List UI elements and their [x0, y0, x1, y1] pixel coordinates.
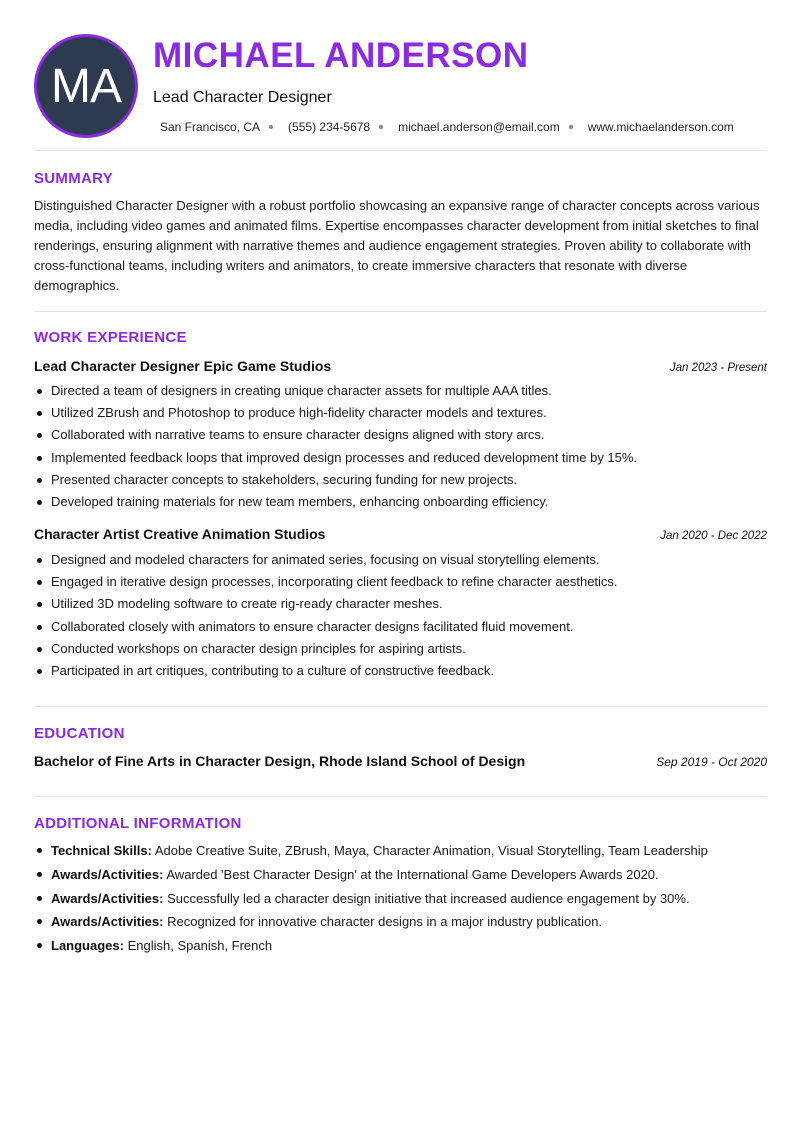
- list-item: Collaborated with narrative teams to ensure character designs aligned with story arcs.: [34, 424, 767, 446]
- contact-website[interactable]: www.michaelanderson.com: [587, 120, 734, 134]
- candidate-title: Lead Character Designer: [153, 89, 332, 106]
- list-item: [34, 934, 767, 958]
- item-text: Awarded 'Best Character Design' at the International Game Developers Awards 2020.: [166, 866, 659, 882]
- summary-text: Distinguished Character Designer with a robust portfolio showcasing an expansive range of character concepts across various media, including video games and animated films. Expertise encompasses character development from initial sketches to final renderings, ensuring alignment with narrative themes and audience engagement strategies. Proven ability to collaborate with cross-functional teams, including writers and animators, to create immersive characters that resonate with diverse demographics.: [34, 198, 760, 293]
- education-heading: EDUCATION: [34, 725, 125, 742]
- contact-phone[interactable]: (555) 234-5678: [288, 120, 371, 134]
- contact-email[interactable]: michael.anderson@email.com: [398, 120, 560, 134]
- list-item: Participated in art critiques, contributing to a culture of constructive feedback.: [34, 660, 767, 682]
- item-text: Adobe Creative Suite, ZBrush, Maya, Character Animation, Visual Storytelling, Team Leadership: [154, 843, 708, 858]
- job-header: [34, 358, 767, 374]
- list-item: Developed training materials for new team members, enhancing onboarding efficiency.: [34, 491, 767, 513]
- divider: [34, 706, 767, 707]
- list-item: Presented character concepts to stakeholders, securing funding for new projects.: [34, 469, 767, 491]
- list-item: Collaborated closely with animators to ensure character designs facilitated fluid movement.: [34, 616, 767, 638]
- job-bullets: [34, 549, 767, 682]
- contact-location: San Francisco, CA: [160, 120, 261, 134]
- job-dates: Jan 2023 - Present: [669, 362, 767, 374]
- list-item: Directed a team of designers in creating unique character assets for multiple AAA titles.: [34, 380, 767, 402]
- additional-list: [34, 839, 767, 958]
- summary-heading: SUMMARY: [34, 170, 114, 187]
- list-item: Conducted workshops on character design principles for aspiring artists.: [34, 638, 767, 660]
- separator-dot: [379, 125, 383, 129]
- additional-heading: ADDITIONAL INFORMATION: [34, 815, 242, 832]
- item-text: Recognized for innovative character designs in a major industry publication.: [167, 914, 603, 930]
- candidate-name: MICHAEL ANDERSON: [153, 36, 529, 75]
- list-item: Engaged in iterative design processes, incorporating client feedback to refine character aesthetics.: [34, 571, 767, 593]
- item-text: Successfully led a character design initiative that increased audience engagement by 30%.: [167, 890, 690, 906]
- list-item: Utilized ZBrush and Photoshop to produce high-fidelity character models and textures.: [34, 402, 767, 424]
- separator-dot: [569, 125, 573, 129]
- item-text: English, Spanish, French: [127, 938, 273, 954]
- job-role: Character Artist Creative Animation Studios: [34, 526, 326, 542]
- item-label: Technical Skills:: [51, 843, 152, 858]
- avatar: [34, 34, 138, 138]
- education-degree: Bachelor of Fine Arts in Character Design, Rhode Island School of Design: [34, 753, 526, 769]
- list-item: Utilized 3D modeling software to create rig-ready character meshes.: [34, 593, 767, 615]
- job-bullets: [34, 380, 767, 513]
- job-role: Lead Character Designer Epic Game Studios: [34, 358, 332, 374]
- item-label: Languages:: [51, 938, 124, 954]
- education-dates: Sep 2019 - Oct 2020: [656, 755, 767, 769]
- list-item: [34, 863, 767, 887]
- item-label: Awards/Activities:: [51, 866, 164, 882]
- divider: [34, 796, 767, 797]
- list-item: Designed and modeled characters for animated series, focusing on visual storytelling elements.: [34, 549, 767, 571]
- job-dates: Jan 2020 - Dec 2022: [660, 530, 767, 542]
- list-item: [34, 887, 767, 911]
- experience-heading: WORK EXPERIENCE: [34, 329, 187, 346]
- divider: [34, 311, 767, 312]
- list-item: [34, 910, 767, 934]
- item-label: Awards/Activities:: [51, 914, 164, 930]
- list-item: Implemented feedback loops that improved design processes and reduced development time by 15%.: [34, 447, 767, 469]
- avatar-initials: MA: [51, 59, 121, 113]
- education-entry: [34, 753, 767, 769]
- job-header: [34, 526, 767, 542]
- divider: [34, 150, 767, 151]
- list-item: [34, 839, 767, 863]
- contact-bar: [160, 120, 734, 134]
- item-label: Awards/Activities:: [51, 890, 164, 906]
- separator-dot: [269, 125, 273, 129]
